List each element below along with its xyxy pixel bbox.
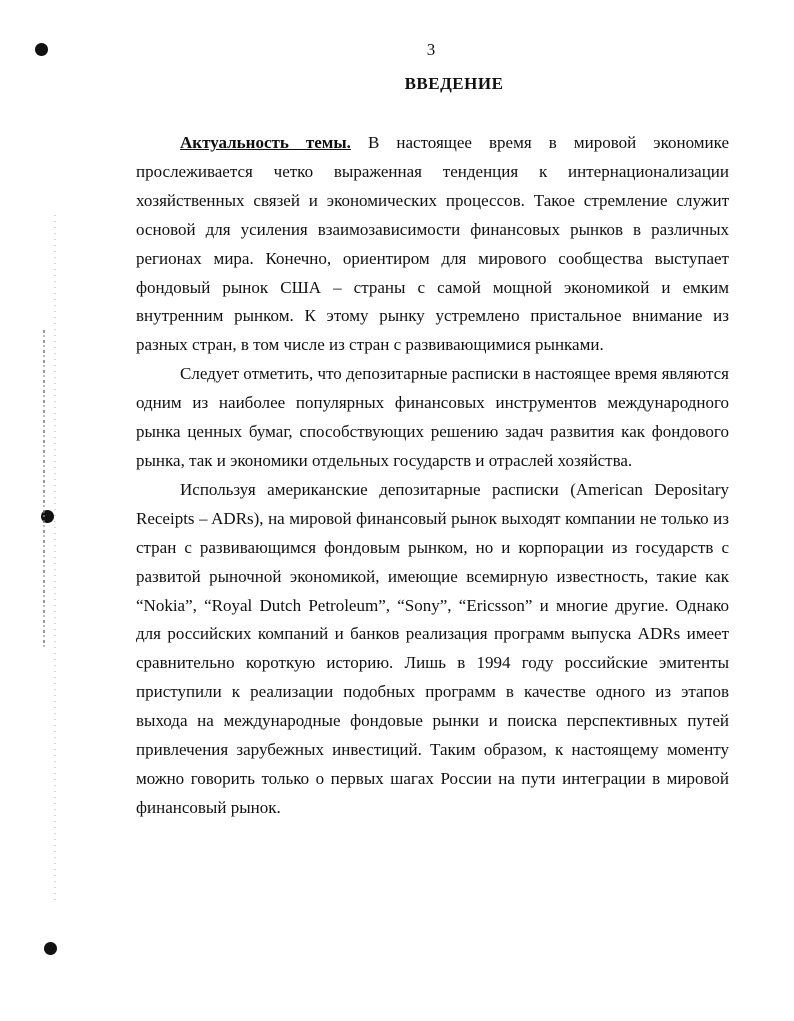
scan-edge-line: [43, 330, 45, 650]
section-lead-term: Актуальность темы.: [180, 133, 351, 152]
page-number: 3: [426, 40, 436, 59]
scan-edge-dots: [54, 215, 56, 905]
punch-hole-bottom: [44, 942, 57, 955]
paragraph-depositary-receipts: Следует отметить, что депозитарные расписки в настоящее время являются одним из наиболее популярных финансовых инструментов международного рынка ценных бумаг, способствующих решению задач развития как фондового рынка, так и экономики отдельных государств и отраслей хозяйства.: [136, 364, 729, 470]
body-text: [136, 129, 729, 823]
paragraph-adrs: Используя американские депозитарные расписки (American Depositary Receipts – ADRs), на мировой финансовый рынок выходят компании не только из стран с развивающимся фондовым рынком, но и корпорации из государств с развитой рыночной экономикой, имеющие всемирную известность, такие как “Nokia”, “Royal Dutch Petroleum”, “Sony”, “Ericsson” и многие другие. Однако для российских компаний и банков реализация программ выпуска ADRs имеет сравнительно короткую историю. Лишь в 1994 году российские эмитенты приступили к реализации подобных программ в качестве одного из этапов выхода на международные фондовые рынки и поиска перспективных путей привлечения зарубежных инвестиций. Таким образом, к настоящему моменту можно говорить только о первых шагах России на пути интеграции в мировой финансовый рынок.: [136, 479, 729, 817]
paragraph-relevance: [136, 129, 729, 360]
page-title: ВВЕДЕНИЕ: [404, 74, 504, 93]
paragraph-text: В настоящее время в мировой экономике прослеживается четко выраженная тенденция к интернационализации хозяйственных связей и экономических процессов. Такое стремление служит основой для усиления взаимозависимости финансовых рынков в различных регионах мира. Конечно, ориентиром для мирового сообщества выступает фондовый рынок США – страны с самой мощной экономикой и емким внутренним рынком. К этому рынку устремлено пристальное внимание из разных стран, в том числе из стран с развивающимися рынками.: [136, 133, 729, 355]
